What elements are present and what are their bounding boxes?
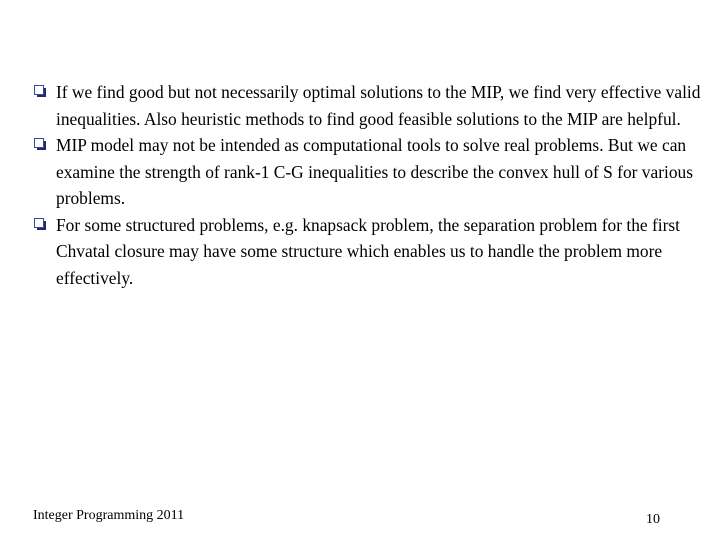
bullet-text-1: If we find good but not necessarily optimal solutions to the MIP, we find very effective valid inequalities. Also heuristic methods to find good feasible solutions to the MIP are helpful. (56, 82, 701, 129)
page-number: 10 (646, 512, 660, 527)
bullet-text-3: For some structured problems, e.g. knapsack problem, the separation problem for the first Chvatal closure may have some structure which enables us to handle the problem more effectively. (56, 214, 680, 288)
hollow-square-bullet-icon (34, 218, 46, 230)
footer-course-title: Integer Programming 2011 (33, 508, 185, 523)
bullet-item-2 (34, 132, 704, 212)
bullet-list (34, 79, 704, 291)
hollow-square-bullet-icon (34, 138, 46, 150)
hollow-square-bullet-icon (34, 85, 46, 97)
bullet-text-2: MIP model may not be intended as computational tools to solve real problems. But we can examine the strength of rank-1 C-G inequalities to describe the convex hull of S for various problems. (56, 135, 693, 208)
bullet-item-1 (34, 79, 704, 132)
bullet-item-3 (34, 212, 704, 292)
